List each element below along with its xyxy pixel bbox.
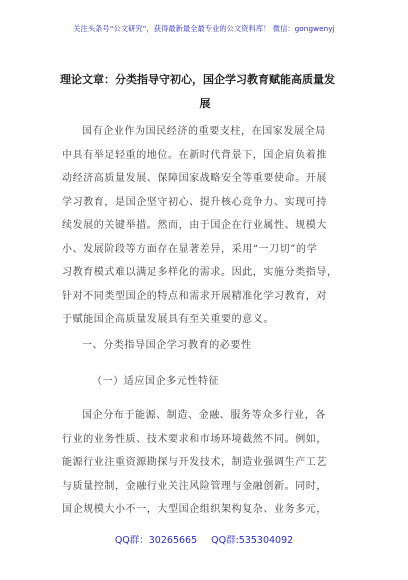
text-line: 能源行业注重资源勘探与开发技术，制造业强调生产工艺 (62, 457, 327, 468)
text-line: 国有企业作为国民经济的重要支柱，在国家发展全局 (82, 126, 326, 137)
text-line: 针对不同类型国企的特点和需求开展精准化学习教育，对 (62, 290, 327, 302)
document-title (60, 68, 350, 116)
text-line: 小、发展阶段等方面存在显著差异，采用“一刀切”的学 (62, 243, 318, 255)
footer-contact (0, 532, 408, 546)
title-line-1: 理论文章：分类指导守初心，国企学习教育赋能高质量发 (60, 73, 335, 86)
text-line: 续发展的关键举措。然而，由于国企在行业属性、规模大 (62, 220, 327, 231)
text-line: 于赋能国企高质量发展具有至关重要的意义。 (62, 314, 274, 325)
text-line: 行业的业务性质、技术要求和市场环境截然不同。例如， (62, 433, 327, 445)
text-line: 学习教育，是国企坚守初心、提升核心竞争力、实现可持 (62, 196, 327, 208)
title-line-2: 展 (199, 97, 211, 110)
footer-qq-group-2: QQ群:535304092 (211, 535, 294, 546)
subsection-heading: （一）适应国企多元性特征 (92, 376, 220, 387)
footer-qq-group-1: QQ群：30265665 (114, 535, 198, 546)
header-banner: 关注头条号“公文研究”，获得最新最全最专业的公文资料库！ 微信：gongwenyj (73, 24, 335, 33)
text-line: 国企分布于能源、制造、金融、服务等众多行业，各 (82, 410, 326, 421)
section-paragraph (62, 404, 350, 522)
text-line: 习教育模式难以满足多样化的需求。因此，实施分类指导， (62, 267, 338, 278)
text-line: 中具有举足轻重的地位。在新时代背景下，国企肩负着推 (62, 149, 327, 161)
paragraph (62, 404, 350, 522)
text-line: 与质量控制，金融行业关注风险管理与金融创新。同时， (62, 480, 327, 492)
intro-paragraph (62, 120, 350, 332)
text-line: 动经济高质量发展、保障国家战略安全等重要使命。开展 (62, 173, 327, 184)
text-line: 国企规模大小不一，大型国企组织架构复杂、业务多元， (62, 504, 327, 515)
section-heading: 一、分类指导国企学习教育的必要性 (82, 340, 252, 351)
paragraph (62, 120, 350, 332)
